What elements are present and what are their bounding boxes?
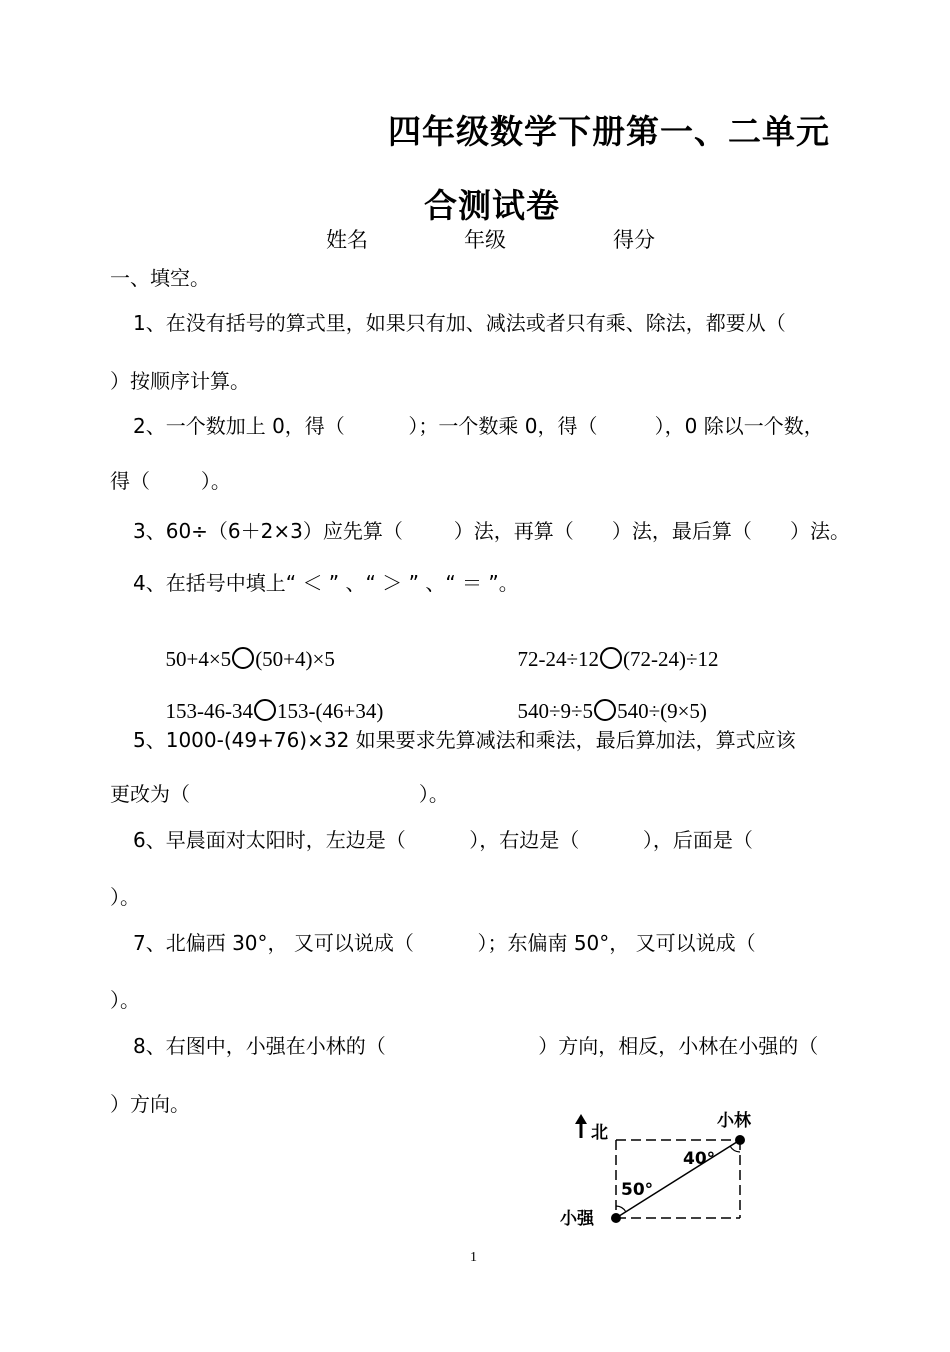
question-2-line-1: 2、一个数加上 0，得（ ）；一个数乘 0，得（ ），0 除以一个数，: [133, 414, 824, 438]
xiaoqiang-label: 小强: [560, 1209, 594, 1229]
question-8-line-1: 8、右图中，小强在小林的（ ）方向，相反，小林在小强的（: [133, 1034, 819, 1058]
compare-item: [155, 674, 383, 724]
compare-left: 50+4×5: [165, 647, 232, 671]
direction-diagram: [560, 1100, 800, 1230]
xiaolin-label: 小林: [717, 1111, 751, 1131]
angle-50-label: 50°: [621, 1180, 654, 1200]
north-arrow-icon: [575, 1114, 587, 1124]
section-heading: 一、填空。: [110, 266, 210, 290]
north-label: 北: [591, 1123, 608, 1143]
compare-left: 72-24÷12: [517, 647, 600, 671]
page-number: 1: [470, 1250, 477, 1265]
question-5-line-1: 5、1000-(49+76)×32 如果要求先算减法和乘法，最后算加法，算式应该: [133, 728, 796, 752]
question-3: 3、60÷（6＋2×3）应先算（ ）法，再算（ ）法，最后算（ ）法。: [133, 519, 851, 543]
blank-circle: [254, 699, 276, 721]
compare-item: [155, 622, 335, 672]
compare-right: 540÷(9×5): [617, 699, 707, 723]
score-label: 得分: [613, 228, 655, 252]
compare-item: [507, 674, 707, 724]
question-5-line-2: 更改为（ ）。: [110, 782, 449, 806]
question-1-line-1: 1、在没有括号的算式里，如果只有加、减法或者只有乘、除法，都要从（: [133, 311, 786, 335]
compare-left: 153-46-34: [165, 699, 253, 723]
compare-right: (72-24)÷12: [623, 647, 719, 671]
name-label: 姓名: [326, 228, 368, 252]
compare-right: (50+4)×5: [255, 647, 335, 671]
connecting-line: [616, 1140, 740, 1218]
question-4: 4、在括号中填上“ ＜ ” 、“ ＞ ” 、“ ＝ ”。: [133, 571, 519, 595]
title-line-1: 四年级数学下册第一、二单元: [388, 112, 830, 151]
angle-40-label: 40°: [683, 1149, 716, 1169]
question-6-line-1: 6、早晨面对太阳时，左边是（ ），右边是（ ），后面是（: [133, 828, 753, 852]
question-6-line-2: ）。: [110, 885, 140, 909]
xiaoqiang-point: [611, 1213, 621, 1223]
question-8-line-2: ）方向。: [110, 1092, 190, 1116]
title-line-2: 合测试卷: [424, 186, 560, 225]
blank-circle: [232, 647, 254, 669]
compare-left: 540÷9÷5: [517, 699, 594, 723]
xiaolin-point: [735, 1135, 745, 1145]
question-7-line-1: 7、北偏西 30°， 又可以说成（ ）；东偏南 50°， 又可以说成（: [133, 931, 756, 955]
blank-circle: [600, 647, 622, 669]
question-7-line-2: ）。: [110, 988, 140, 1012]
blank-circle: [594, 699, 616, 721]
grade-label: 年级: [464, 228, 506, 252]
question-2-line-2: 得（ ）。: [110, 469, 231, 493]
question-1-line-2: ）按顺序计算。: [110, 369, 250, 393]
compare-right: 153-(46+34): [277, 699, 384, 723]
compare-item: [507, 622, 719, 672]
